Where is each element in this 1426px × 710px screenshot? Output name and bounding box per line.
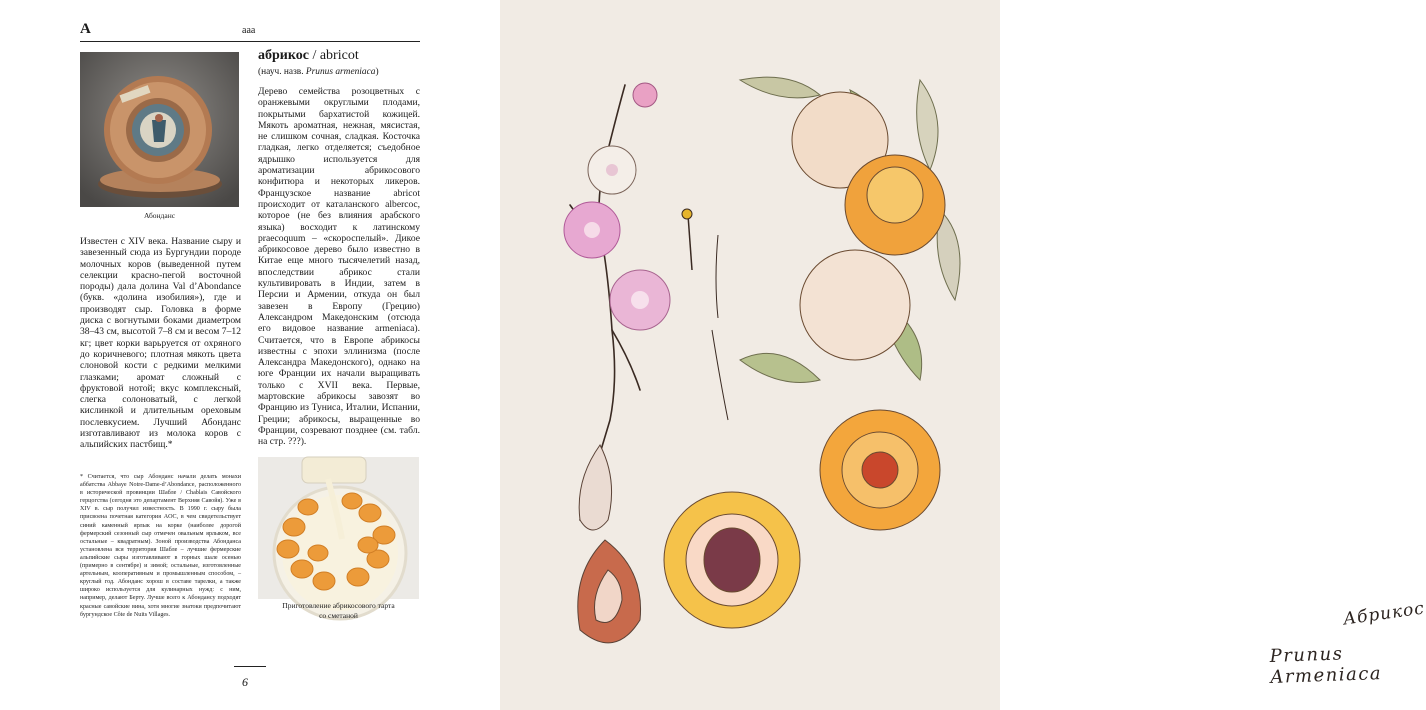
apricot-halves <box>664 410 940 628</box>
apricot-botanical-illustration <box>500 0 1000 710</box>
blossom-flowers <box>564 83 670 330</box>
entry-title-fr: abricot <box>319 48 359 63</box>
sci-suffix: ) <box>375 67 379 77</box>
entry-heading <box>258 48 428 77</box>
title-separator: / <box>308 48 320 63</box>
apricot-body-text: Дерево семейства розоцветных с оранжевыми округлыми плодами, покрытыми бархатистой кожицей. Мякоть ароматная, нежная, мясистая, не слишком сочная, сладкая. Косточка гладкая, легко отделяется; съедобное ядрышко используется для ароматизации абрикосового конфитюра и некоторых ликеров. Французское название abricot происходит от каталанского albercoc, которое (не без влияния арабского языка) восходит к латинскому praecoquum – «скороспелый». Дикое абрикосовое дерево было известно в Китае еще много тысячелетий назад, впоследствии абрикос стали культивировать в Индии, затем в Персии и Армении, откуда он был завезен в Европу (Грецию) Александром Македонским (отсюда его видовое название armeniaca). Считается, что в Европе абрикосы известны с эпохи эллинизма (после Александра Македонского), однако на юге Франции их начали выращивать только с XVII века. Первые, мартовские абрикосы завозят во Францию из Туниса, Италии, Испании, Греции; абрикосы, выращенные во Франции, созревают позднее (см. табл. на стр. ???). <box>258 86 420 448</box>
stamen-sketch <box>682 209 728 420</box>
folio-rule <box>234 666 266 667</box>
abondance-body-text: Известен с XIV века. Название сыру и завезенный сюда из Бургундии породе молочных коров (выведенной путем селекции красно-пегой восточной породы) дала долина Val d’Abondance (букв. «долина изобилия»), где и производят сыр. Головка в форме диска с вогнутыми боками диаметром 38–43 см, высотой 7–8 см и весом 7–12 кг; цвет корки варьруется от охряного до коричневого; плотная мякоть цвета слоновой кости с редкими мелкими глазками; аромат сложный с фруктовой нотой; вкус комплексный, слегка солоноватый, с легкой кислинкой и длительным ореховым послевкусием. Лучший Абонданс изготавливают из молока коров с альпийских пастбищ.* <box>80 236 241 451</box>
photo-caption: Абонданс <box>143 211 176 220</box>
footnote: * Считается, что сыр Абонданс начали делать монахи аббатства Abbaye Notre-Dame-d’Abondance, расположенного в исторической провинции Шабле / Chablais Савойского герцогства (сегодня это департамент Верхняя Савойя). Уже в XIV в. сыр получил известность. В 1990 г. сыру была присвоена почетная категория AOC, в чем свидетельствует синий каменный ярлык на корке (наиболее дорогой фермерский сезонный сыр отмечен овальным ярлыком, все остальные – квадратным). Зоной производства Абонданса установлена вся территория Шабле – лучшие фермерские альпийские сыры изготавливают в горных шале осенью (примерно в сентябре) и зимой; остальные, изготовленные артельным, кооперативным и промышленным способом, – круглый год. Абонданс хорош в составе тарелки, а также широко используется для кулинарных нужд: с ним, например, делают Берту. Лучше всего к Абондансу подходят красные савойские вина, хотя многие знатоки предпочитают бургундское Côte de Nuits Villages. <box>80 474 241 618</box>
sci-prefix: (науч. назв. <box>258 67 306 77</box>
running-header: ааа <box>242 25 256 36</box>
abondance-cheese-photo <box>80 52 239 207</box>
page-number: 6 <box>242 675 248 689</box>
entry-title-ru: абрикос <box>258 48 309 63</box>
scientific-name-line <box>258 67 428 77</box>
tart-caption-line2: со сметаной <box>319 610 358 620</box>
left-page <box>0 0 500 710</box>
right-page-illustration <box>500 0 1426 710</box>
tart-photo-caption <box>258 601 419 620</box>
apricot-tart-photo <box>258 457 419 599</box>
entry-title <box>258 48 428 64</box>
header-rule <box>80 41 420 42</box>
illustration-latin-script: Prunus Armeniaca <box>1269 643 1383 688</box>
scientific-name: Prunus armeniaca <box>305 67 376 77</box>
apricot-stones <box>578 445 641 643</box>
section-letter: A <box>80 21 91 37</box>
illustration-title-script: Абрикос <box>1342 598 1426 630</box>
tart-caption-line1: Приготовление абрикосового тарта <box>282 601 395 610</box>
